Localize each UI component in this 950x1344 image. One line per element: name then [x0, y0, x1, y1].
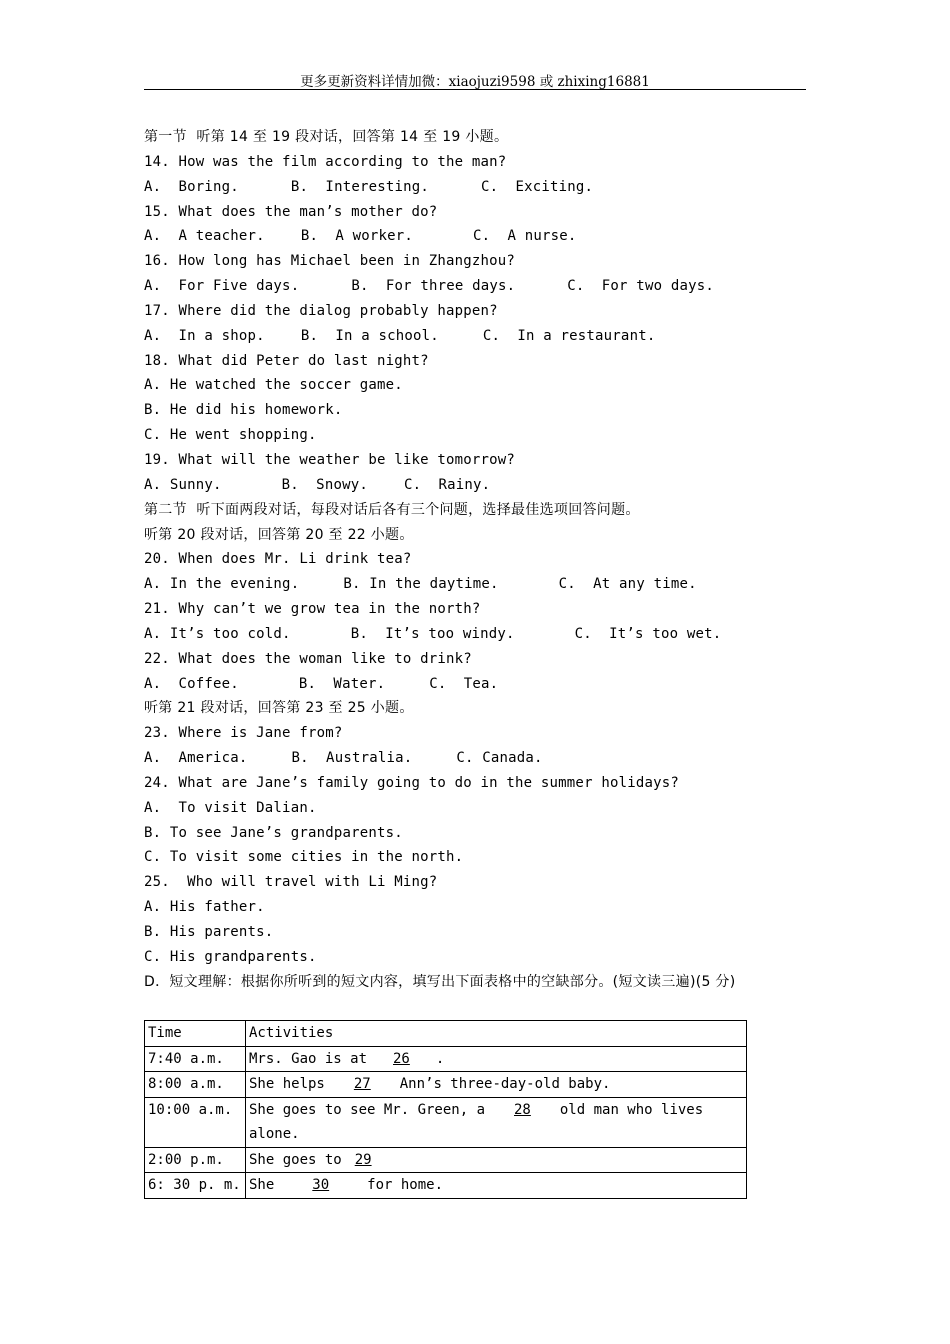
question-17: 17. Where did the dialog probably happen? [144, 302, 498, 319]
options-15: A. A teacher. B. A worker. C. A nurse. [144, 228, 577, 245]
page-header: 更多更新资料详情加微：xiaojuzi9598 或 zhixing16881 [300, 74, 650, 90]
option-25-c: C. His grandparents. [144, 948, 317, 965]
table-row [145, 1097, 747, 1147]
options-22: A. Coffee. B. Water. C. Tea. [144, 675, 499, 692]
options-23: A. America. B. Australia. C. Canada. [144, 750, 543, 767]
question-18: 18. What did Peter do last night? [144, 352, 429, 369]
blank-30[interactable]: 30 [312, 1177, 330, 1193]
question-16: 16. How long has Michael been in Zhangzhou? [144, 253, 516, 270]
exam-content [144, 125, 809, 995]
blank-27[interactable]: 27 [353, 1076, 371, 1092]
table-row [145, 1147, 747, 1173]
time-cell: 7:40 a.m. [145, 1046, 246, 1072]
question-21: 21. Why can’t we grow tea in the north? [144, 601, 481, 618]
time-cell: 8:00 a.m. [145, 1072, 246, 1098]
question-14: 14. How was the film according to the man? [144, 153, 507, 170]
activity-cell: Mrs. Gao is at 26 . [246, 1046, 747, 1072]
options-17: A. In a shop. B. In a school. C. In a restaurant. [144, 327, 656, 344]
question-23: 23. Where is Jane from? [144, 725, 343, 742]
blank-28[interactable]: 28 [514, 1101, 531, 1118]
time-cell: 6: 30 p. m. [145, 1173, 246, 1199]
option-24-a: A. To visit Dalian. [144, 799, 317, 816]
option-18-a: A. He watched the soccer game. [144, 377, 403, 394]
activities-table [144, 1020, 747, 1199]
activity-cell: She helps 27 Ann’s three-day-old baby. [246, 1072, 747, 1098]
table-header-activities: Activities [246, 1021, 747, 1047]
question-24: 24. What are Jane’s family going to do in the summer holidays? [144, 774, 679, 791]
option-24-c: C. To visit some cities in the north. [144, 849, 464, 866]
section-title: 第二节 听下面两段对话，每段对话后各有三个问题，选择最佳选项回答问题。 [144, 501, 640, 518]
options-21: A. It’s too cold. B. It’s too windy. C. It’s too wet. [144, 625, 722, 642]
dialog-intro: 听第 20 段对话，回答第 20 至 22 小题。 [144, 526, 414, 543]
blank-26[interactable]: 26 [393, 1050, 410, 1067]
section-title: 第一节 听第 14 至 19 段对话，回答第 14 至 19 小题。 [144, 129, 509, 145]
header-rule [144, 89, 806, 90]
table-row [145, 1173, 747, 1199]
table-header-row [145, 1021, 747, 1047]
dialog-intro: 听第 21 段对话，回答第 23 至 25 小题。 [144, 700, 414, 717]
time-cell: 10:00 a.m. [145, 1097, 246, 1147]
option-25-b: B. His parents. [144, 924, 274, 940]
question-25: 25. Who will travel with Li Ming? [144, 874, 438, 891]
activity-cell: She 30 for home. [246, 1173, 747, 1199]
option-25-a: A. His father. [144, 899, 265, 916]
blank-29[interactable]: 29 [354, 1151, 372, 1168]
options-20: A. In the evening. B. In the daytime. C. At any time. [144, 576, 697, 593]
question-19: 19. What will the weather be like tomorrow? [144, 451, 516, 468]
table-row [145, 1072, 747, 1098]
option-24-b: B. To see Jane’s grandparents. [144, 824, 403, 841]
option-18-c: C. He went shopping. [144, 427, 317, 444]
time-cell: 2:00 p.m. [145, 1147, 246, 1173]
options-14: A. Boring. B. Interesting. C. Exciting. [144, 178, 594, 195]
question-22: 22. What does the woman like to drink? [144, 650, 472, 667]
table-row [145, 1046, 747, 1072]
question-15: 15. What does the man’s mother do? [144, 203, 438, 220]
table-header-time: Time [145, 1021, 246, 1047]
question-20: 20. When does Mr. Li drink tea? [144, 551, 412, 568]
options-19: A. Sunny. B. Snowy. C. Rainy. [144, 476, 491, 493]
activity-cell: She goes to see Mr. Green, a 28 old man who lives alone. [246, 1097, 747, 1147]
options-16: A. For Five days. B. For three days. C. For two days. [144, 278, 714, 295]
part-d-instructions: D．短文理解：根据你所听到的短文内容，填写出下面表格中的空缺部分。(短文读三遍)(5 分) [144, 973, 736, 990]
option-18-b: B. He did his homework. [144, 402, 343, 419]
activity-cell: She goes to 29 [246, 1147, 747, 1173]
